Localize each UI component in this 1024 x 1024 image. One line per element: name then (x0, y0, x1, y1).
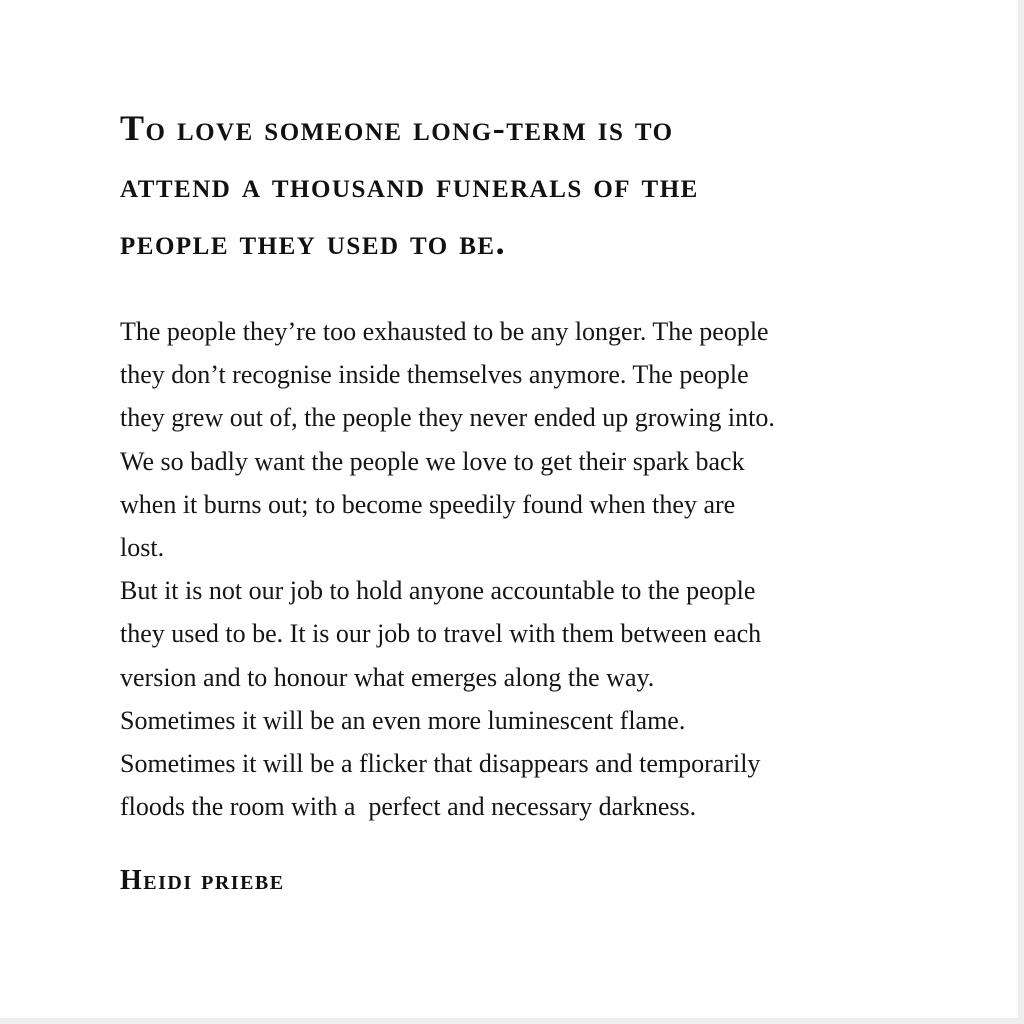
quote-body (120, 310, 920, 828)
quote-body-line: The people they’re too exhausted to be any longer. The people (120, 317, 769, 346)
quote-body-line: when it burns out; to become speedily found when they are (120, 489, 736, 519)
quote-body-line: version and to honour what emerges along the way. (120, 662, 655, 692)
quote-author: Heidi priebe (120, 865, 285, 896)
quote-body-line: lost. (120, 533, 165, 563)
quote-title-line: attend a thousand funerals of the (120, 165, 699, 205)
quote-body-line: But it is not our job to hold anyone accountable to the people (120, 576, 756, 606)
quote-body-line: they used to be. It is our job to travel with them between each (120, 619, 762, 649)
quote-body-line: Sometimes it will be an even more luminescent flame. (120, 705, 686, 735)
quote-title-line: people they used to be. (120, 222, 507, 262)
quote-body-line: they don’t recognise inside themselves anymore. The people (120, 360, 749, 390)
quote-body-line: Sometimes it will be a flicker that disappears and temporarily (120, 749, 761, 779)
quote-body-line: We so badly want the people we love to get their spark back (120, 446, 745, 476)
quote-title (120, 100, 910, 271)
quote-body-line: they grew out of, the people they never ended up growing into. (120, 403, 775, 433)
quote-body-line: floods the room with a perfect and necessary darkness. (120, 792, 697, 822)
quote-title-line: To love someone long-term is to (120, 108, 674, 148)
